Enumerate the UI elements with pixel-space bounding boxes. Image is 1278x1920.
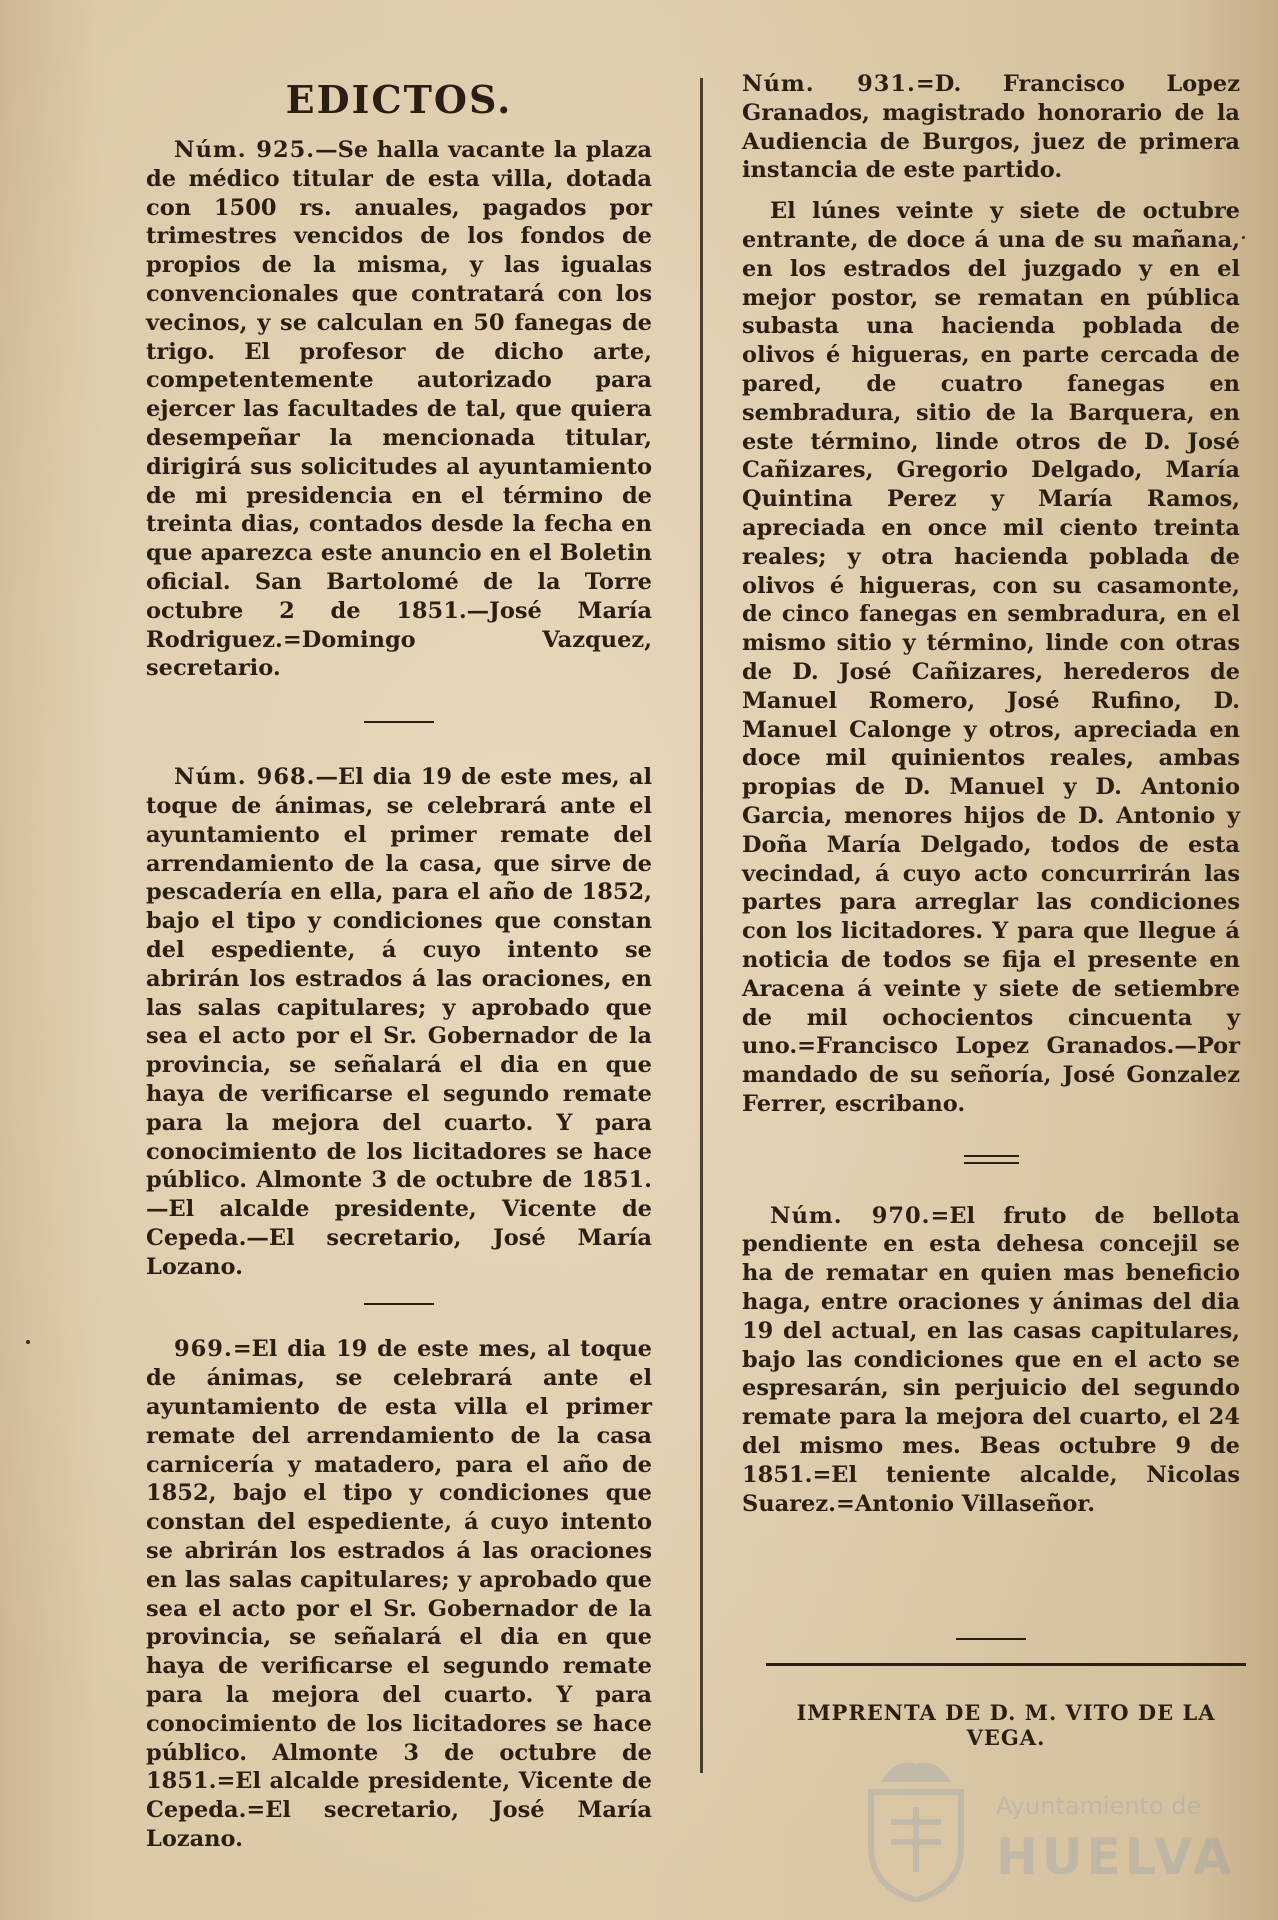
notice-969: [146, 1335, 652, 1853]
notice-969-number: 969.: [174, 1336, 233, 1363]
separator-double: [964, 1155, 1019, 1164]
notice-969-text: =El dia 19 de este mes, al toque de ánimas, se celebrará ante el ayuntamiento de esta villa el primer remate del arrendamiento de la casa carnicería y matadero, para el año de 1852, bajo el tipo y condiciones que constan del espediente, á cuyo intento se abrirán los estrados á las oraciones en las salas capitulares; y aprobado que sea el acto por el Sr. Gobernador de la provincia, se señalará el dia en que haya de verificarse el segundo remate para la mejora del cuarto. Y para conocimiento de los licitadores se hace público. Almonte 3 de octubre de 1851.=El alcalde presidente, Vicente de Cepeda.=El secretario, José María Lozano.: [146, 1336, 652, 1853]
section-heading: EDICTOS.: [285, 77, 513, 122]
right-column: [742, 70, 1240, 1640]
printer-rule: [766, 1663, 1246, 1666]
column-divider: [700, 78, 703, 1773]
notice-968-number: Núm. 968.: [174, 764, 316, 791]
separator: [956, 1638, 1026, 1640]
watermark-line2: HUELVA: [996, 1828, 1236, 1886]
notice-931-number: Núm. 931.: [742, 71, 916, 97]
notice-925-number: Núm. 925.: [174, 137, 316, 163]
paper-speck: [1242, 236, 1245, 239]
notice-931-intro: [742, 70, 1240, 185]
notice-970-number: Núm. 970.: [770, 1202, 931, 1229]
notice-970-text: =El fruto de bellota pendiente en esta dehesa concejil se ha de rematar en quien mas beneficio haga, entre oraciones y ánimas del dia 19 del actual, en las casas capitulares, bajo las condiciones que en el acto se espresarán, sin perjuicio del segundo remate para la mejora del cuarto, el 24 del mismo mes. Beas octubre 9 de 1851.=El teniente alcalde, Nicolas Suarez.=Antonio Villaseñor.: [742, 1202, 1241, 1517]
separator: [364, 1303, 434, 1305]
left-column: [146, 70, 652, 1854]
coat-of-arms-icon: [856, 1752, 976, 1902]
notice-970: [742, 1202, 1240, 1519]
paper-speck: [26, 1340, 30, 1344]
printer-imprint: IMPRENTA DE D. M. VITO DE LA VEGA.: [796, 1700, 1216, 1750]
notice-931-text: El lúnes veinte y siete de octubre entrante, de doce á una de su mañana, en los estrados del juzgado y en el mejor postor, se rematan en pública subasta una hacienda poblada de olivos é higueras, en parte cercada de pared, de cuatro fanegas en sembradura, sitio de la Barquera, en este término, linde otros de D. José Cañizares, Gregorio Delgado, María Quintina Perez y María Ramos, apreciada en once mil ciento treinta reales; y otra hacienda poblada de olivos é higueras, con su casamonte, de cinco fanegas en sembradura, en el mismo sitio y término, linde con otras de D. José Cañizares, herederos de Manuel Romero, José Rufino, D. Manuel Calonge y otros, apreciada en doce mil quinientos reales, ambas propias de D. Manuel y D. Antonio Garcia, menores hijos de D. Antonio y Doña María Delgado, todos de esta vecindad, á cuyo acto concurrirán las partes para arreglar las condiciones con los licitadores. Y para que llegue á noticia de todos se fija el presente en Aracena á veinte y siete de setiembre de mil ochocientos cincuenta y uno.=Francisco Lopez Granados.—Por mandado de su señoría, José Gonzalez Ferrer, escribano.: [742, 198, 1240, 1117]
notice-925-text: —Se halla vacante la plaza de médico titular de esta villa, dotada con 1500 rs. anuales, pagados por trimestres vencidos de los fondos de propios de la misma, y las igualas convencionales que contratará con los vecinos, y se calculan en 50 fanegas de trigo. El profesor de dicho arte, competentemente autorizado para ejercer las facultades de tal, que quiera desempeñar la mencionada titular, dirigirá sus solicitudes al ayuntamiento de mi presidencia en el término de treinta dias, contados desde la fecha en que aparezca este anuncio en el Boletin oficial. San Bartolomé de la Torre octubre 2 de 1851.—José María Rodriguez.=Domingo Vazquez, secretario.: [146, 137, 652, 682]
notice-931-intro-text: =D. Francisco Lopez Granados, magistrado honorario de la Audiencia de Burgos, juez de primera instancia de este partido.: [742, 71, 1240, 184]
notice-968-text: —El dia 19 de este mes, al toque de ánimas, se celebrará ante el ayuntamiento el primer remate del arrendamiento de la casa, que sirve de pescadería en ella, para el año de 1852, bajo el tipo y condiciones que constan del espediente, á cuyo intento se abrirán los estrados á las oraciones, en las salas capitulares; y aprobado que sea el acto por el Sr. Gobernador de la provincia, se señalará el dia en que haya de verificarse el segundo remate para la mejora del cuarto. Y para conocimiento de los licitadores se hace público. Almonte 3 de octubre de 1851.—El alcalde presidente, Vicente de Cepeda.—El secretario, José María Lozano.: [146, 764, 652, 1280]
notice-968: [146, 763, 652, 1281]
watermark-line1: Ayuntamiento de: [996, 1792, 1202, 1820]
watermark: [856, 1752, 1256, 1902]
separator: [364, 721, 434, 723]
notice-925: [146, 136, 652, 683]
